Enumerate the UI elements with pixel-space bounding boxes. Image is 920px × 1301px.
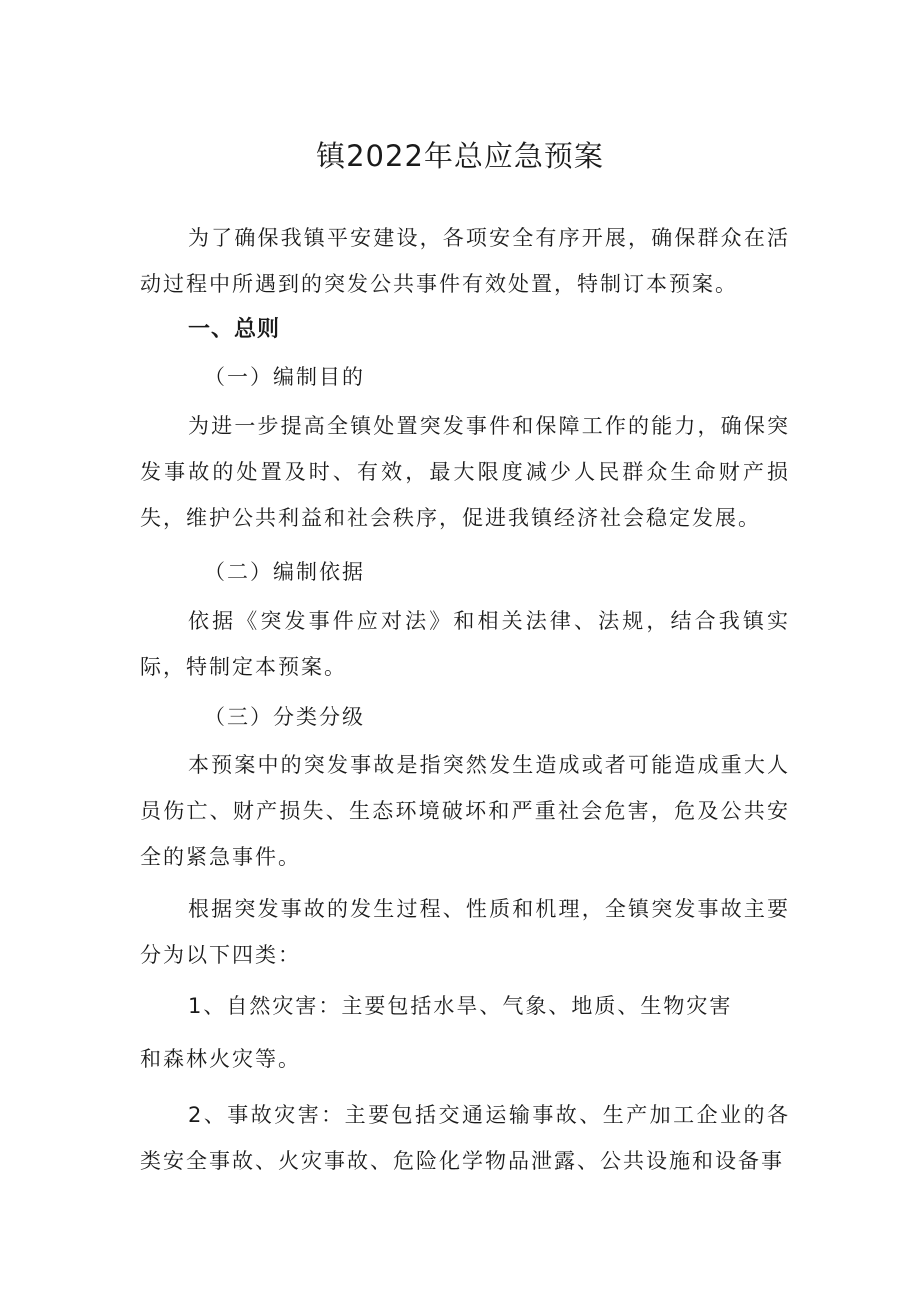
document-title: 镇2022年总应急预案 <box>316 139 604 173</box>
subsection-heading-classification: （三）分类分级 <box>204 705 365 729</box>
classification-paragraph: 本预案中的突发事故是指突然发生造成或者可能造成重大人员伤亡、财产损失、生态环境破坏和严重社会危害，危及公共安全的紧急事件。 <box>140 753 790 869</box>
categories-paragraph: 根据突发事故的发生过程、性质和机理，全镇突发事故主要分为以下四类： <box>140 897 790 967</box>
category-item-accident: 2、事故灾害：主要包括交通运输事故、生产加工企业的各类安全事故、火灾事故、危险化学物品泄露、公共设施和设备事 <box>140 1103 790 1173</box>
subsection-heading-basis: （二）编制依据 <box>204 560 365 584</box>
basis-paragraph: 依据《突发事件应对法》和相关法律、法规，结合我镇实际，特制定本预案。 <box>140 609 790 679</box>
subsection-heading-purpose: （一）编制目的 <box>204 365 365 389</box>
intro-paragraph: 为了确保我镇平安建设，各项安全有序开展，确保群众在活动过程中所遇到的突发公共事件有效处置，特制订本预案。 <box>140 226 790 296</box>
category-item-natural-line1: 1、自然灾害：主要包括水旱、气象、地质、生物灾害 <box>188 994 733 1018</box>
section-heading-general: 一、总则 <box>188 317 281 342</box>
category-item-natural-line2: 和森林火灾等。 <box>140 1047 301 1071</box>
purpose-paragraph: 为进一步提高全镇处置突发事件和保障工作的能力，确保突发事故的处置及时、有效，最大限度减少人民群众生命财产损失，维护公共利益和社会秩序，促进我镇经济社会稳定发展。 <box>140 414 790 530</box>
